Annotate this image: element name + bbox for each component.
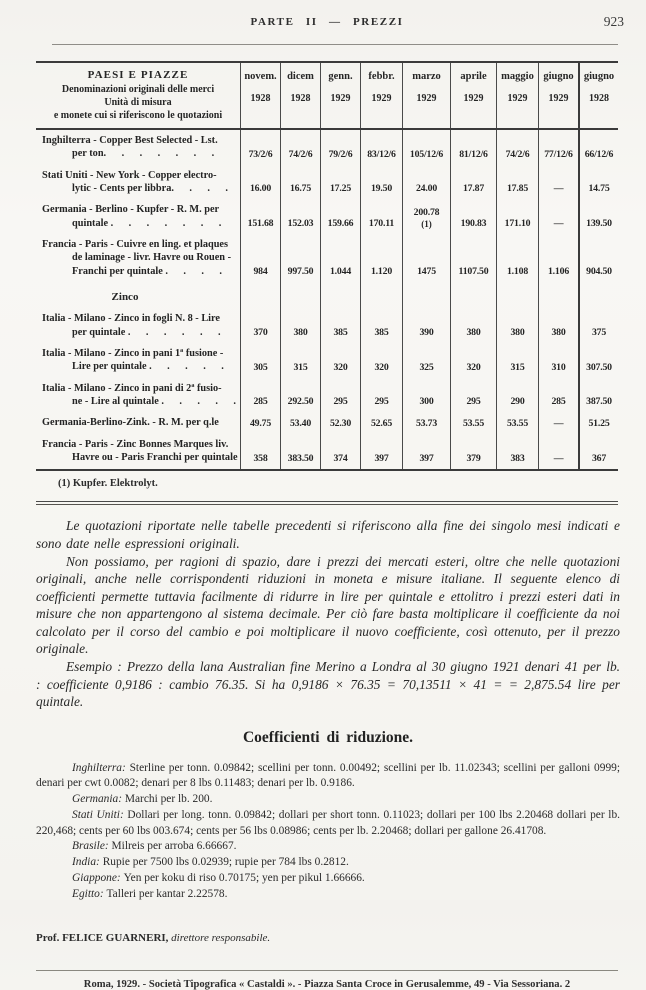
- value-text: 325: [419, 361, 434, 373]
- value-cell: [280, 234, 320, 282]
- value-cell: [360, 343, 402, 378]
- value-text: 380: [466, 326, 481, 338]
- row-label-line: Germania - Berlino - Kupfer - R. M. per: [42, 204, 220, 216]
- body-text: [36, 517, 620, 944]
- coefficient-country: Inghilterra:: [72, 761, 130, 774]
- value-text: 285: [253, 396, 268, 408]
- coefficient-entry: Giappone: Yen per koku di riso 0.70175; yen per pikul 1.66666.: [72, 871, 365, 884]
- value-cell: [450, 308, 496, 343]
- row-label-line: quintale . . . . . . .: [72, 217, 222, 229]
- value-cell: [402, 130, 450, 165]
- value-cell: [496, 308, 538, 343]
- column-year: 1929: [416, 93, 437, 104]
- value-text: 77/12/6: [544, 148, 573, 160]
- value-cell: [280, 282, 320, 308]
- value-cell: [538, 199, 578, 234]
- value-cell: [280, 343, 320, 378]
- value-cell: [450, 343, 496, 378]
- coefficient-country: India:: [72, 856, 103, 869]
- footnote-marker: (1): [421, 219, 432, 230]
- value-cell: [320, 130, 360, 165]
- value-text: 81/12/6: [459, 148, 488, 160]
- value-cell: [360, 282, 402, 308]
- value-cell: [538, 412, 578, 433]
- value-cell: [496, 165, 538, 200]
- table-row: [36, 130, 618, 165]
- value-cell: [240, 165, 280, 200]
- value-text: 397: [374, 452, 389, 464]
- table-row: [36, 412, 618, 433]
- table-header-row: [36, 63, 618, 130]
- value-cell: [578, 130, 618, 165]
- value-text: 984: [253, 266, 268, 278]
- value-cell: [450, 234, 496, 282]
- row-label-line: Germania-Berlino-Zink. - R. M. per q.le: [42, 417, 219, 429]
- value-text: 74/2/6: [288, 148, 313, 160]
- value-cell: [280, 434, 320, 469]
- column-header: [320, 63, 360, 128]
- table-row: [36, 434, 618, 469]
- value-cell: [402, 308, 450, 343]
- value-cell: [538, 308, 578, 343]
- column-year: 1929: [548, 93, 569, 104]
- column-year: 1928: [250, 93, 271, 104]
- row-label: [36, 343, 240, 378]
- value-cell: [280, 412, 320, 433]
- value-cell: [240, 308, 280, 343]
- value-cell: [360, 130, 402, 165]
- value-cell: [360, 165, 402, 200]
- stub-header-line: Unità di misura: [104, 96, 172, 108]
- value-cell: [578, 412, 618, 433]
- value-cell: [450, 282, 496, 308]
- coefficient-entry: Inghilterra: Sterline per tonn. 0.09842; scellini per tonn. 0.00492; scellini per lb. 11.02343; scellini per galloni 0999; denari per cwt 0.0082; denari per 8 lbs 0.11483; denari per lb. 0.9186.: [36, 761, 620, 790]
- value-cell: [240, 343, 280, 378]
- value-text: 17.87: [462, 183, 485, 195]
- coefficient-entry: India: Rupie per 7500 lbs 0.02939; rupie per 784 lbs 0.2812.: [72, 856, 349, 869]
- value-cell: [360, 378, 402, 413]
- value-text: 385: [333, 326, 348, 338]
- table-footnote: (1) Kupfer. Elektrolyt.: [58, 477, 158, 489]
- value-cell: [402, 165, 450, 200]
- column-year: 1928: [589, 93, 609, 104]
- value-cell: [240, 378, 280, 413]
- row-label: [36, 308, 240, 343]
- value-text: 320: [374, 361, 389, 373]
- value-cell: [240, 130, 280, 165]
- value-cell: [240, 234, 280, 282]
- value-text: 380: [293, 326, 308, 338]
- value-cell: [578, 378, 618, 413]
- value-cell: [578, 199, 618, 234]
- value-cell: [450, 378, 496, 413]
- value-cell: [320, 343, 360, 378]
- value-cell: [496, 130, 538, 165]
- column-year: 1929: [330, 93, 351, 104]
- paragraph: Le quotazioni riportate nelle tabelle precedenti si riferiscono alla fine dei singolo mesi indicati e sono date nelle espressioni originali.: [36, 518, 620, 551]
- row-label-line: lytic - Cents per libbra. . . .: [72, 182, 228, 194]
- column-month: genn.: [328, 71, 353, 82]
- value-cell: [496, 412, 538, 433]
- value-cell: [538, 434, 578, 469]
- row-label-line: Lire per quintale . . . . .: [72, 361, 224, 373]
- column-header: [450, 63, 496, 128]
- value-text: 390: [419, 326, 434, 338]
- column-month: febbr.: [368, 71, 395, 82]
- column-month: dicem: [287, 71, 314, 82]
- signature-line: [36, 932, 620, 944]
- coefficient-entry: Egitto: Talleri per kantar 2.22578.: [72, 887, 228, 900]
- value-text: 307.50: [586, 361, 612, 373]
- value-text: 1107.50: [458, 266, 489, 278]
- value-cell: [320, 199, 360, 234]
- table-section-row: [36, 282, 618, 308]
- signature-name: Prof. FELICE GUARNERI,: [36, 932, 169, 945]
- row-label-line: per ton. . . . . . .: [72, 148, 215, 160]
- value-text: 380: [551, 326, 566, 338]
- value-text: 171.10: [504, 218, 531, 230]
- value-text: 1475: [417, 266, 436, 278]
- value-text: 53.55: [462, 417, 485, 429]
- column-month: giugno: [543, 71, 574, 82]
- value-cell: [320, 282, 360, 308]
- row-label: [36, 378, 240, 413]
- page-footer: [36, 970, 618, 990]
- value-text: 53.55: [506, 417, 529, 429]
- value-cell: [450, 130, 496, 165]
- value-text: 14.75: [588, 183, 610, 195]
- signature-role: direttore responsabile.: [171, 932, 271, 945]
- paragraph: Esempio : Prezzo della lana Australian fine Merino a Londra al 30 giugno 1921 denari 41 per lb. : coefficiente 0,9186 : cambio 76.35. Si ha 0,9186 × 76.35 = 70,13511 × 41 = = 2,875.54 lire per quintale.: [36, 659, 620, 710]
- coefficient-country: Germania:: [72, 793, 125, 806]
- value-cell: [496, 234, 538, 282]
- value-text: 292.50: [287, 396, 314, 408]
- column-month: novem.: [244, 71, 277, 82]
- value-text: 380: [510, 326, 525, 338]
- value-text: 16.75: [289, 183, 312, 195]
- value-cell: [320, 378, 360, 413]
- value-text: 1.044: [329, 266, 352, 278]
- value-text: 74/2/6: [505, 148, 530, 160]
- value-cell: [360, 412, 402, 433]
- value-text: 151.68: [247, 218, 274, 230]
- value-cell: [360, 308, 402, 343]
- value-cell: [578, 165, 618, 200]
- coefficient-entry: Stati Uniti: Dollari per long. tonn. 0.09842; dollari per short tonn. 0.11023; dollari per 100 lbs 2.20468 dollari per lb. 220,468; cents per 60 lbs 003.674; cents per 56 lbs 0.08986; cents per lb. 2.20468; dollari per gallone 26.41708.: [36, 808, 620, 837]
- row-label-line: ne - Lire al quintale . . . . .: [72, 396, 236, 408]
- row-label: [36, 130, 240, 165]
- imprint-text: Roma, 1929. - Società Tipografica « Castaldi ». - Piazza Santa Croce in Gerusalemme, 49 - Via Sessoriana. 2: [83, 979, 571, 990]
- value-cell: [280, 165, 320, 200]
- value-cell: [496, 282, 538, 308]
- stub-header-line: e monete cui si riferiscono le quotazioni: [53, 109, 223, 121]
- table-row: [36, 165, 618, 200]
- value-cell: [320, 308, 360, 343]
- value-cell: [578, 343, 618, 378]
- row-label-line: de laminage - livr. Havre ou Rouen -: [72, 252, 232, 264]
- value-text: 315: [510, 361, 525, 373]
- column-month: marzo: [412, 71, 441, 82]
- value-text: 83/12/6: [367, 148, 396, 160]
- value-text: 290: [510, 396, 525, 408]
- value-text: 904.50: [586, 266, 612, 278]
- row-label-line: Havre ou - Paris Franchi per quintale: [72, 452, 238, 464]
- value-text: 383.50: [287, 452, 314, 464]
- value-cell: [538, 165, 578, 200]
- value-text: 19.50: [370, 183, 393, 195]
- value-cell: [578, 434, 618, 469]
- value-cell: [496, 378, 538, 413]
- value-text: 105/12/6: [409, 148, 444, 160]
- value-cell: [496, 343, 538, 378]
- value-text: 1.108: [506, 266, 529, 278]
- value-text: 370: [253, 326, 268, 338]
- value-text: —: [553, 183, 564, 195]
- section-title: Zinco: [111, 291, 139, 304]
- value-text: —: [553, 218, 564, 230]
- value-cell: [402, 282, 450, 308]
- value-text: 159.66: [327, 218, 354, 230]
- value-text: 295: [466, 396, 481, 408]
- column-header: [538, 63, 578, 128]
- value-text: 387.50: [586, 396, 612, 408]
- row-label: [36, 282, 240, 308]
- value-cell: [320, 412, 360, 433]
- row-label-line: Italia - Milano - Zinco in pani di 2ª fusio-: [42, 382, 222, 394]
- value-text: 997.50: [287, 266, 314, 278]
- value-cell: [280, 130, 320, 165]
- value-cell: [450, 434, 496, 469]
- column-month: aprile: [460, 71, 487, 82]
- column-year: 1928: [290, 93, 311, 104]
- value-text: 53.40: [289, 417, 312, 429]
- value-text: 1.106: [547, 266, 570, 278]
- value-cell: [240, 434, 280, 469]
- row-label-line: Italia - Milano - Zinco in pani 1ª fusione -: [42, 347, 224, 359]
- coefficient-entry: Germania: Marchi per lb. 200.: [72, 793, 213, 806]
- value-text: 51.25: [588, 417, 610, 429]
- table-row: [36, 378, 618, 413]
- value-text: 367: [591, 452, 607, 464]
- value-text: 310: [551, 361, 566, 373]
- value-cell: [578, 282, 618, 308]
- value-text: 305: [253, 361, 268, 373]
- value-text: 385: [374, 326, 389, 338]
- value-text: 1.120: [370, 266, 393, 278]
- value-text: 320: [333, 361, 348, 373]
- value-cell: [496, 199, 538, 234]
- row-label: [36, 199, 240, 234]
- column-header: [240, 63, 280, 128]
- column-header: [496, 63, 538, 128]
- value-text: 16.00: [249, 183, 272, 195]
- value-cell: [320, 234, 360, 282]
- value-cell: [240, 199, 280, 234]
- stub-header-line: PAESI E PIAZZE: [87, 69, 189, 81]
- value-text: 17.85: [506, 183, 529, 195]
- value-text: 79/2/6: [328, 148, 353, 160]
- value-cell: [360, 434, 402, 469]
- page-title: PARTE II — PREZZI: [250, 16, 404, 28]
- value-cell: [320, 434, 360, 469]
- column-header: [360, 63, 402, 128]
- value-cell: [240, 412, 280, 433]
- value-cell: [538, 343, 578, 378]
- row-label: [36, 412, 240, 433]
- value-cell: [360, 234, 402, 282]
- column-header: [280, 63, 320, 128]
- value-text: 24.00: [415, 183, 438, 195]
- value-text: —: [553, 417, 564, 429]
- coefficients-list: [36, 761, 620, 903]
- value-text: 152.03: [287, 218, 314, 230]
- row-label-line: Inghilterra - Copper Best Selected - Lst.: [42, 134, 218, 146]
- table-row: [36, 308, 618, 343]
- page-number: 923: [603, 14, 624, 29]
- coefficient-country: Egitto:: [72, 887, 107, 900]
- column-month: giugno: [583, 71, 615, 82]
- column-year: 1929: [371, 93, 392, 104]
- section-divider-rule: [36, 501, 618, 506]
- value-cell: [450, 165, 496, 200]
- value-text: 374: [333, 452, 348, 464]
- value-text: 53.73: [415, 417, 438, 429]
- value-cell: [496, 434, 538, 469]
- table-body: [36, 130, 618, 469]
- stub-header-line: Denominazioni originali delle merci: [61, 83, 215, 95]
- value-text: 375: [591, 326, 607, 338]
- value-cell: [402, 378, 450, 413]
- value-cell: [538, 282, 578, 308]
- value-text: 379: [466, 452, 481, 464]
- value-text: 200.78: [413, 207, 440, 219]
- value-cell: [578, 234, 618, 282]
- column-header: [578, 63, 618, 128]
- value-text: 397: [419, 452, 434, 464]
- coefficient-country: Giappone:: [72, 871, 124, 884]
- value-text: 295: [374, 396, 389, 408]
- value-cell: [280, 308, 320, 343]
- value-cell: [450, 412, 496, 433]
- price-table: [36, 61, 618, 471]
- value-text: 139.50: [586, 218, 612, 230]
- coefficient-country: Stati Uniti:: [72, 808, 128, 821]
- value-text: 300: [419, 396, 434, 408]
- value-text: 383: [510, 452, 525, 464]
- table-row: [36, 234, 618, 282]
- value-text: 52.65: [370, 417, 393, 429]
- coefficient-country: Brasile:: [72, 840, 112, 853]
- value-text: —: [553, 452, 564, 464]
- value-cell: [320, 165, 360, 200]
- table-stub-header: [36, 63, 240, 128]
- running-head: [36, 14, 624, 36]
- value-cell: [578, 308, 618, 343]
- value-cell: [538, 378, 578, 413]
- paragraph: Non possiamo, per ragioni di spazio, dare i prezzi dei mercati esteri, oltre che nelle quotazioni originali, anche nelle corrispondenti riduzioni in moneta e misure italiane. Il seguente elenco di coefficienti permette tuttavia facilmente di ridurre in lire per quintale e ettolitro i prezzi esteri dati in misure che non appartengono al sistema decimale. Per ciò fare basta moltiplicare il coefficiente da noi calcolato per il corso del cambio e poi moltiplicare il nuovo coefficiente, così ottenuto, per il prezzo originale.: [36, 553, 620, 657]
- value-text: 358: [253, 452, 268, 464]
- value-cell: [402, 434, 450, 469]
- row-label-line: Italia - Milano - Zinco in fogli N. 8 - Lire: [42, 313, 220, 325]
- column-month: maggio: [501, 71, 534, 82]
- value-text: 190.83: [460, 218, 487, 230]
- column-year: 1929: [507, 93, 528, 104]
- table-row: [36, 199, 618, 234]
- row-label-line: per quintale . . . . . .: [72, 326, 221, 338]
- value-cell: [538, 130, 578, 165]
- value-text: 49.75: [249, 417, 272, 429]
- value-cell: [450, 199, 496, 234]
- value-text: 17.25: [329, 183, 352, 195]
- coefficient-entry: Brasile: Milreis per arroba 6.66667.: [72, 840, 237, 853]
- table-row: [36, 343, 618, 378]
- value-cell: [280, 199, 320, 234]
- column-header: [402, 63, 450, 128]
- value-cell: [280, 378, 320, 413]
- column-year: 1929: [463, 93, 484, 104]
- header-rule: [52, 44, 618, 45]
- value-text: 295: [333, 396, 348, 408]
- coefficients-title: Coefficienti di riduzione.: [242, 728, 414, 746]
- row-label: [36, 434, 240, 469]
- row-label-line: Franchi per quintale . . . .: [72, 265, 222, 277]
- row-label: [36, 234, 240, 282]
- row-label: [36, 165, 240, 200]
- value-text: 52.30: [329, 417, 352, 429]
- value-text: 320: [466, 361, 481, 373]
- value-cell: [240, 282, 280, 308]
- value-text: 73/2/6: [248, 148, 273, 160]
- row-label-line: Stati Uniti - New York - Copper electro-: [42, 169, 217, 181]
- value-cell: [402, 234, 450, 282]
- value-cell: [402, 199, 450, 234]
- row-label-line: Francia - Paris - Cuivre en ling. et plaques: [42, 239, 229, 251]
- value-text: 285: [551, 396, 566, 408]
- value-cell: [538, 234, 578, 282]
- value-text: 170.11: [368, 218, 395, 230]
- value-cell: [360, 199, 402, 234]
- row-label-line: Francia - Paris - Zinc Bonnes Marques liv.: [42, 438, 229, 450]
- value-text: 315: [293, 361, 308, 373]
- value-text: 66/12/6: [584, 148, 614, 160]
- value-cell: [402, 343, 450, 378]
- value-cell: [402, 412, 450, 433]
